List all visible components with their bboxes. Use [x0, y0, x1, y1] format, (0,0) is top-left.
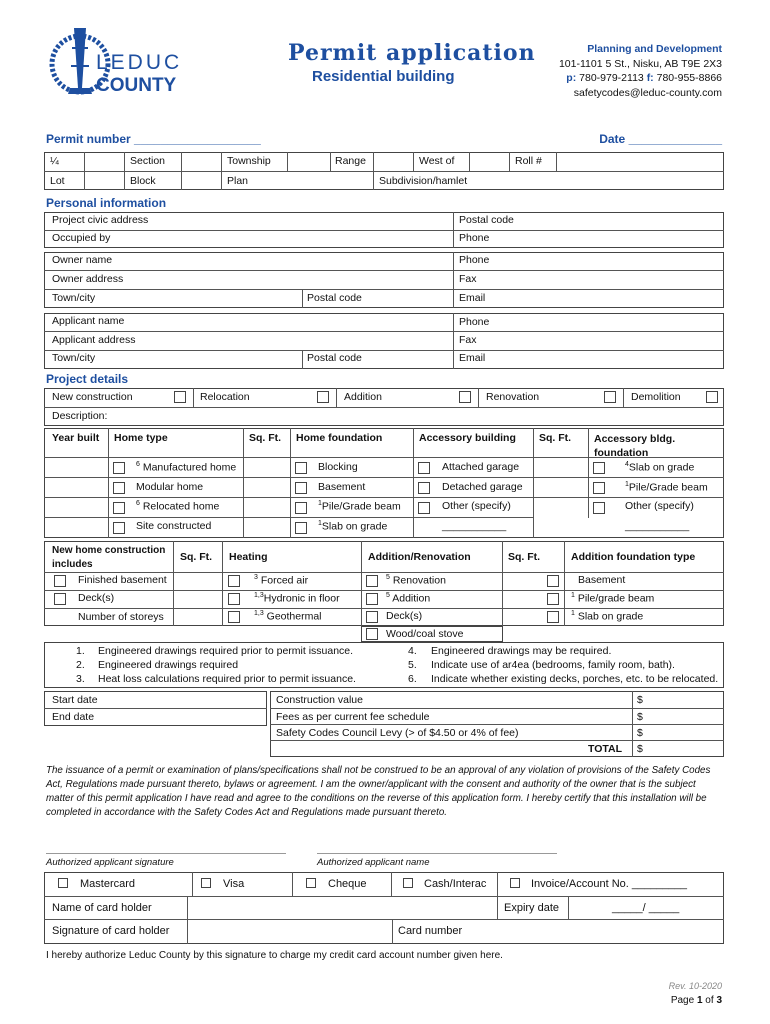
start-date-field[interactable]: Start date: [52, 694, 98, 706]
type-demolition-checkbox[interactable]: [706, 391, 718, 403]
add-foundation-option: $^1$ Pile/grade beam: [571, 592, 655, 605]
permit-number-field[interactable]: Permit number ___________________: [46, 132, 261, 146]
applicant-name-field[interactable]: Applicant name: [52, 315, 125, 327]
mastercard-checkbox[interactable]: [58, 878, 68, 888]
heating-checkbox[interactable]: [228, 593, 240, 605]
grid2-sqft-header: Sq. Ft.: [180, 551, 213, 563]
note: Indicate use of ar4ea (bedrooms, family room, bath).: [431, 659, 675, 671]
west-of-label: West of: [419, 155, 455, 167]
home-foundation-header: Home foundation: [296, 432, 383, 444]
applicant-name-line[interactable]: [317, 853, 557, 854]
subdivision-label: Subdivision/hamlet: [379, 175, 468, 187]
home-type-checkbox[interactable]: [113, 462, 125, 474]
addition-renovation-header: Addition/Renovation: [368, 551, 471, 563]
cheque-label: Cheque: [328, 878, 367, 890]
card-holder-label: Name of card holder: [52, 902, 152, 914]
type-renovation-checkbox[interactable]: [604, 391, 616, 403]
project-details-heading: Project details: [46, 372, 129, 386]
construction-value-field[interactable]: $: [637, 694, 643, 706]
accessory-other-line[interactable]: ___________: [442, 520, 507, 532]
page-indicator: Page 1 of 3: [670, 995, 722, 1006]
applicant-address-field[interactable]: Applicant address: [52, 334, 136, 346]
home-type-option: Modular home: [136, 481, 204, 493]
fax-label: f:: [646, 72, 654, 84]
accessory-building-header: Accessory building: [419, 432, 516, 444]
logo-top-text: LEDUC: [96, 51, 183, 74]
home-type-option: $^6$ Relocated home: [136, 500, 220, 513]
foundation-option: $^1$Pile/Grade beam: [318, 500, 401, 513]
expiry-label: Expiry date: [504, 902, 560, 914]
cheque-checkbox[interactable]: [306, 878, 316, 888]
heating-option: $^3$ Forced air: [254, 574, 309, 587]
accessory-option: Other (specify): [442, 500, 511, 512]
signature-line[interactable]: [46, 853, 286, 854]
reno-option: $^5$ Renovation: [386, 574, 446, 587]
owner-fax-field[interactable]: Fax: [459, 273, 477, 285]
expiry-field[interactable]: _____/ _____: [612, 902, 680, 914]
wood-stove-checkbox[interactable]: [366, 628, 378, 640]
acc-foundation-option: $^4$Slab on grade: [625, 461, 695, 474]
total-field[interactable]: $: [637, 743, 643, 755]
reno-option: Deck(s): [386, 610, 423, 622]
addition-foundation-header: Addition foundation type: [571, 551, 696, 563]
acc-foundation-checkbox[interactable]: [593, 462, 605, 474]
acc-foundation-option: Other (specify): [625, 500, 694, 512]
personal-info-heading: Personal information: [46, 196, 167, 210]
new-home-includes-header: New home construction includes: [52, 545, 166, 570]
card-holder-signature-field[interactable]: [189, 920, 391, 943]
note: Engineered drawings required: [98, 659, 239, 671]
card-holder-signature-label: Signature of card holder: [52, 925, 170, 937]
card-number-field[interactable]: [470, 920, 723, 943]
mastercard-label: Mastercard: [80, 878, 136, 890]
heating-option: $^{1,3}$Hydronic in floor: [254, 592, 340, 605]
home-type-checkbox[interactable]: [113, 502, 125, 514]
signature-label: Authorized applicant signature: [46, 857, 174, 868]
visa-label: Visa: [223, 878, 245, 890]
logo-bottom-text: COUNTY: [96, 75, 177, 96]
home-type-option: Site constructed: [136, 520, 212, 532]
construction-value-label: Construction value: [276, 694, 363, 706]
owner-town-field[interactable]: Town/city: [52, 292, 96, 304]
applicant-postal-field[interactable]: Postal code: [307, 352, 362, 364]
accessory-option: Attached garage: [442, 461, 520, 473]
foundation-checkbox[interactable]: [295, 502, 307, 514]
type-addition-checkbox[interactable]: [459, 391, 471, 403]
type-relocation-checkbox[interactable]: [317, 391, 329, 403]
cash-interac-checkbox[interactable]: [403, 878, 413, 888]
home-type-checkbox[interactable]: [113, 482, 125, 494]
number-of-storeys-field[interactable]: Number of storeys: [78, 611, 164, 623]
note-number: 2.: [76, 659, 85, 671]
civic-address-field[interactable]: Project civic address: [52, 214, 149, 226]
type-renovation: Renovation: [486, 391, 540, 403]
applicant-box: [44, 313, 724, 369]
applicant-name-label: Authorized applicant name: [317, 857, 430, 868]
owner-name-field[interactable]: Owner name: [52, 254, 113, 266]
add-foundation-checkbox[interactable]: [547, 575, 559, 587]
phone-label: p:: [566, 72, 577, 84]
disclaimer-text: The issuance of a permit or examination of plans/specifications shall not be construed to be an approval of any violation of provisions of the Safety Codes Act, Regulations made pursuant thereto, bylaws or agreement. I am the owner/applicant with the consent and authority of the owner that is the subject matter of this permit application I have read and agree to the conditions on the reverse of this application form. I hereby certify that this installation will be completed in accordance with the Safety Codes Act and Regulations made pursuant thereto.: [46, 765, 711, 818]
foundation-option: Blocking: [318, 461, 358, 473]
project-postal-field[interactable]: Postal code: [459, 214, 514, 226]
type-new-construction-checkbox[interactable]: [174, 391, 186, 403]
heating-checkbox[interactable]: [228, 611, 240, 623]
note-number: 1.: [76, 645, 85, 657]
accessory-option: Detached garage: [442, 481, 523, 493]
card-holder-field[interactable]: [189, 897, 495, 918]
section-label: Section: [130, 155, 166, 167]
note-number: 6.: [408, 673, 417, 685]
fee-field[interactable]: $: [637, 711, 643, 723]
levy-label: Safety Codes Council Levy (> of $4.50 or 4% of fee): [276, 727, 519, 739]
type-relocation: Relocation: [200, 391, 250, 403]
description-field[interactable]: Description:: [52, 410, 108, 422]
applicant-town-field[interactable]: Town/city: [52, 352, 96, 364]
lot-label: Lot: [50, 175, 65, 187]
levy-field[interactable]: $: [637, 727, 643, 739]
applicant-phone-field[interactable]: Phone: [459, 316, 490, 328]
block-label: Block: [130, 175, 156, 187]
includes-checkbox[interactable]: [54, 575, 66, 587]
applicant-fax-field[interactable]: Fax: [459, 334, 477, 346]
acc-foundation-checkbox[interactable]: [593, 502, 605, 514]
accessory-checkbox[interactable]: [418, 482, 430, 494]
year-built-header: Year built: [52, 432, 100, 444]
quarter-label: ¼: [50, 155, 59, 167]
owner-postal-field[interactable]: Postal code: [307, 292, 362, 304]
reno-checkbox[interactable]: [366, 611, 378, 623]
note: Engineered drawings required prior to permit issuance.: [98, 645, 354, 657]
cash-interac-label: Cash/Interac: [424, 878, 487, 890]
note-number: 4.: [408, 645, 417, 657]
project-phone-field[interactable]: Phone: [459, 232, 490, 244]
date-field[interactable]: Date ______________: [599, 132, 722, 146]
plan-label: Plan: [227, 175, 249, 187]
type-addition: Addition: [344, 391, 382, 403]
invoice-checkbox[interactable]: [510, 878, 520, 888]
add-foundation-checkbox[interactable]: [547, 611, 559, 623]
accessory-foundation-header: Accessory bldg. foundation: [594, 433, 676, 459]
department-address: 101-1101 5 St., Nisku, AB T9E 2X3: [558, 58, 722, 70]
includes-option: Deck(s): [78, 592, 115, 604]
note: Indicate whether existing decks, porches, etc. to be relocated.: [431, 673, 719, 685]
type-demolition: Demolition: [631, 391, 681, 403]
home-type-option: $^6$ Manufactured home: [136, 461, 237, 474]
sqft-header: Sq. Ft.: [249, 432, 282, 444]
includes-checkbox[interactable]: [54, 593, 66, 605]
owner-phone-field[interactable]: Phone: [459, 254, 490, 266]
grid2-sqft-header-2: Sq. Ft.: [508, 551, 541, 563]
occupied-by-field[interactable]: Occupied by: [52, 232, 111, 244]
revision-label: Rev. 10-2020: [668, 981, 722, 991]
note: Heat loss calculations required prior to permit issuance.: [98, 673, 356, 685]
form-subtitle: Residential building: [312, 68, 455, 85]
reno-checkbox[interactable]: [366, 575, 378, 587]
department-phone-fax: [566, 72, 722, 84]
foundation-checkbox[interactable]: [295, 462, 307, 474]
acc-foundation-other-line[interactable]: ___________: [625, 520, 690, 532]
home-type-checkbox[interactable]: [113, 522, 125, 534]
wood-stove-option: Wood/coal stove: [386, 628, 464, 640]
township-label: Township: [227, 155, 271, 167]
phone-value: 780-979-2113: [579, 72, 644, 84]
accessory-checkbox[interactable]: [418, 502, 430, 514]
type-new-construction: New construction: [52, 391, 133, 403]
form-title: Permit application: [288, 40, 536, 66]
fee-schedule-label: Fees as per current fee schedule: [276, 711, 430, 723]
reno-option: $^5$ Addition: [386, 592, 431, 605]
fax-value: 780-955-8866: [656, 72, 722, 84]
note-number: 3.: [76, 673, 85, 685]
owner-box: [44, 252, 724, 308]
authorization-text: I hereby authorize Leduc County by this signature to charge my credit card account number given here.: [46, 950, 503, 961]
note-number: 5.: [408, 659, 417, 671]
acc-foundation-checkbox[interactable]: [593, 482, 605, 494]
foundation-option: $^1$Slab on grade: [318, 520, 388, 533]
add-foundation-checkbox[interactable]: [547, 593, 559, 605]
department-name: Planning and Development: [587, 43, 722, 55]
accessory-checkbox[interactable]: [418, 462, 430, 474]
heating-option: $^{1,3}$ Geothermal: [254, 610, 322, 623]
heating-header: Heating: [229, 551, 268, 563]
department-email: safetycodes@leduc-county.com: [573, 87, 722, 99]
card-number-label: Card number: [398, 925, 463, 937]
includes-option: Finished basement: [78, 574, 167, 586]
invoice-label[interactable]: Invoice/Account No. _________: [531, 878, 687, 890]
add-foundation-option: $^1$ Slab on grade: [571, 610, 644, 623]
total-label: TOTAL: [588, 743, 623, 755]
range-label: Range: [335, 155, 366, 167]
note: Engineered drawings may be required.: [431, 645, 612, 657]
county-logo: [48, 18, 198, 110]
owner-email-field[interactable]: Email: [459, 292, 486, 304]
end-date-field[interactable]: End date: [52, 711, 95, 723]
roll-label: Roll #: [515, 155, 542, 167]
accessory-sqft-header: Sq. Ft.: [539, 432, 572, 444]
applicant-email-field[interactable]: Email: [459, 352, 486, 364]
reno-checkbox[interactable]: [366, 593, 378, 605]
heating-checkbox[interactable]: [228, 575, 240, 587]
visa-checkbox[interactable]: [201, 878, 211, 888]
foundation-checkbox[interactable]: [295, 522, 307, 534]
acc-foundation-option: $^1$Pile/Grade beam: [625, 481, 708, 494]
foundation-option: Basement: [318, 481, 366, 493]
owner-address-field[interactable]: Owner address: [52, 273, 124, 285]
foundation-checkbox[interactable]: [295, 482, 307, 494]
add-foundation-option: Basement: [578, 574, 626, 586]
home-type-header: Home type: [114, 432, 168, 444]
